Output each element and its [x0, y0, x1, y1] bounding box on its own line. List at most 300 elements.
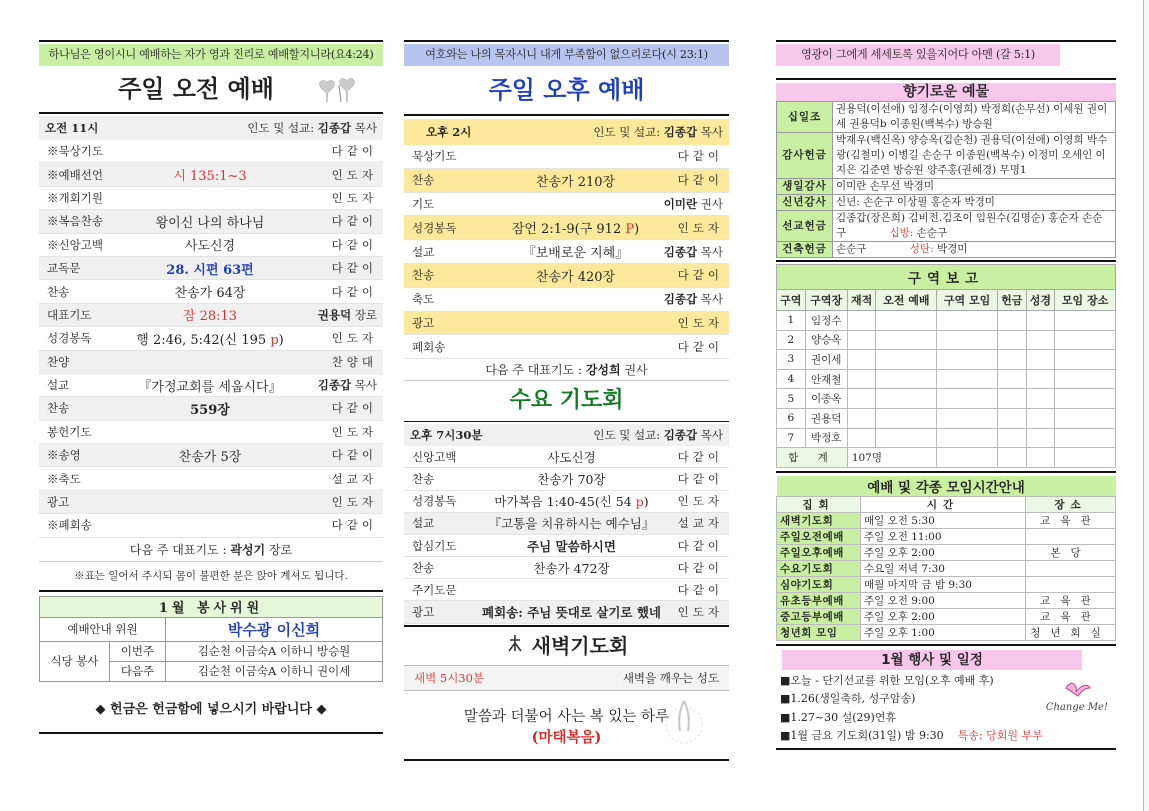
offering-row — [777, 133, 1116, 179]
order-item: ※폐회송 — [47, 518, 92, 533]
district-cell — [1055, 389, 1116, 409]
order-role: 인도자 — [677, 605, 723, 620]
order-row — [39, 187, 383, 210]
meeting-row — [777, 528, 1116, 544]
order-row — [404, 193, 729, 217]
events-box — [776, 646, 1116, 746]
order-content: 사도신경 — [184, 239, 236, 255]
order-row — [39, 351, 383, 374]
order-content: 주님 말씀하시면 — [527, 538, 616, 554]
order-row — [39, 444, 383, 467]
event-item: ■1월 금요 기도회(31일) 밤 9:30 특송: 당회원 부부 — [780, 729, 1043, 743]
order-role: 이미란 권사 — [663, 196, 723, 211]
meeting-row — [777, 544, 1116, 560]
district-cell — [997, 330, 1026, 350]
district-cell — [1026, 408, 1055, 428]
order-content: 찬송가 210장 — [535, 174, 616, 190]
order-item: 대표기도 — [47, 307, 92, 322]
order-item: 찬송 — [47, 401, 70, 416]
offering-names: 김종갑(장은희) 김비전.김조이 임원수(김명순) 홍순자 손순구 십방: 손순구 — [833, 211, 1116, 242]
page-title: 주일 오후 예배 — [488, 76, 645, 104]
order-row — [404, 145, 729, 169]
district-title: 구역보고 — [777, 265, 1116, 290]
district-leader: 권이세 — [805, 350, 847, 370]
district-number: 6 — [777, 408, 806, 428]
quote-source: (마태복음) — [531, 728, 602, 746]
wed-header — [404, 424, 729, 446]
order-of-worship — [39, 140, 383, 538]
page-title: 주일 오전 예배 — [118, 75, 274, 103]
district-cell — [1055, 428, 1116, 448]
meeting-row — [777, 592, 1116, 608]
district-cell — [1055, 369, 1116, 389]
volunteer-box — [39, 596, 383, 682]
order-item: ※묵상기도 — [47, 144, 103, 159]
order-row — [39, 374, 383, 397]
order-row — [404, 579, 729, 601]
meeting-place — [1026, 528, 1116, 544]
meetings-header-cell: 시간 — [861, 496, 1026, 512]
district-cell — [1026, 350, 1055, 370]
order-row — [404, 312, 729, 336]
divider — [776, 78, 1116, 80]
total-value: 107명 — [847, 448, 936, 468]
verse-banner: 영광이 그에게 세세토록 있을지어다 아멘 (갈 5:1) — [776, 44, 1060, 66]
order-item: 설교 — [412, 244, 435, 259]
divider — [404, 421, 729, 422]
guide-label: 예배안내 위원 — [40, 617, 166, 641]
divider — [404, 114, 729, 116]
next-prayer: 다음 주 대표기도 : 곽성기 장로 — [39, 538, 383, 562]
order-item: 광고 — [47, 495, 70, 510]
meeting-name: 중고등부예배 — [777, 608, 861, 624]
district-cell — [997, 428, 1026, 448]
meeting-place: 교육관 — [1026, 608, 1116, 624]
hearts-icon — [317, 75, 363, 107]
meeting-time: 주일 오후 1:00 — [861, 624, 1026, 640]
order-row — [404, 169, 729, 193]
order-row — [404, 557, 729, 579]
order-item: 찬송 — [412, 173, 435, 188]
district-cell — [1055, 350, 1116, 370]
order-role: 다같이 — [677, 149, 723, 164]
offering-row — [777, 102, 1116, 133]
divider — [39, 112, 383, 114]
total-label: 합 계 — [777, 448, 848, 468]
order-row — [404, 264, 729, 288]
meeting-place — [1026, 576, 1116, 592]
offering-label: 선교헌금 — [777, 211, 833, 242]
order-role: 인도자 — [331, 424, 377, 439]
order-role: 권용덕 장로 — [317, 307, 377, 322]
this-week-label: 이번주 — [110, 641, 166, 661]
district-row — [777, 389, 1116, 409]
offering-label: 십일조 — [777, 102, 833, 133]
order-item: 성경봉독 — [412, 494, 457, 509]
meeting-time: 수요일 저녁 7:30 — [861, 560, 1026, 576]
order-content: 잠 28:13 — [182, 309, 238, 325]
meetings-title: 예배 및 각종 모임시간안내 — [777, 476, 1116, 497]
district-cell — [997, 408, 1026, 428]
meetings-header-cell: 집회 — [777, 496, 861, 512]
dawn-title-area — [404, 627, 729, 665]
offering-names: 손순구 성탄: 박경미 — [833, 242, 1116, 258]
order-content: 시 135:1~3 — [173, 169, 247, 185]
order-item: ※복음찬송 — [47, 214, 103, 229]
district-cell — [847, 311, 876, 331]
order-role: 인도자 — [677, 494, 723, 509]
district-cell — [937, 369, 998, 389]
order-content: 폐회송: 주님 뜻대로 살기로 했네 — [482, 605, 661, 621]
order-content: 『보배로운 지혜』 — [522, 246, 629, 262]
order-item: ※개회기원 — [47, 190, 103, 205]
order-content: 559장 — [190, 402, 230, 418]
order-role: 다같이 — [677, 582, 723, 597]
district-cell — [1026, 428, 1055, 448]
verse-banner: 하나님은 영이시니 예배하는 자가 영과 진리로 예배할지니라(요4:24) — [39, 44, 383, 66]
wed-order — [404, 446, 729, 624]
dawn-time: 새벽 5시30분 — [414, 670, 485, 685]
order-item: 광고 — [412, 605, 435, 620]
district-row — [777, 311, 1116, 331]
meeting-name: 주일오후예배 — [777, 544, 861, 560]
order-row — [404, 288, 729, 312]
order-role: 다같이 — [331, 518, 377, 533]
order-row — [39, 210, 383, 233]
order-row — [404, 601, 729, 623]
order-of-worship — [404, 145, 729, 359]
district-cell — [1026, 389, 1055, 409]
order-item: 설교 — [412, 516, 435, 531]
district-header-cell: 성경 — [1026, 290, 1055, 311]
meeting-name: 유초등부예배 — [777, 592, 861, 608]
meeting-place — [1026, 560, 1116, 576]
order-role: 다같이 — [331, 261, 377, 276]
meeting-time: 주일 오후 2:00 — [861, 544, 1026, 560]
meeting-name: 수요기도회 — [777, 560, 861, 576]
service-time: 오후 2시 — [426, 125, 472, 139]
bird-icon — [1062, 676, 1092, 702]
divider — [39, 40, 383, 42]
district-cell — [876, 311, 937, 331]
service-header — [39, 116, 383, 140]
district-header-cell: 구역장 — [805, 290, 847, 311]
district-row — [777, 408, 1116, 428]
district-leader: 안재철 — [805, 369, 847, 389]
order-content: 『고통을 치유하시는 예수님』 — [488, 516, 655, 532]
offering-names: 이미란 손무선 박경미 — [833, 179, 1116, 195]
district-cell — [847, 389, 876, 409]
guide-names: 박수광 이신희 — [166, 617, 383, 641]
meeting-name: 청년회 모임 — [777, 624, 861, 640]
district-cell — [876, 389, 937, 409]
divider — [776, 471, 1116, 473]
offering-names: 박재우(백신옥) 양승옥(김순천) 권용덕(이선애) 이영희 박수광(김철미) 이병길 손순구 이종원(백복수) 이정미 오세인 이지은 김준연 방승원 양주홍(권혜경) 무명1 — [833, 133, 1116, 179]
dawn-quote — [404, 691, 729, 753]
order-role: 인도자 — [677, 220, 723, 235]
district-number: 7 — [777, 428, 806, 448]
district-cell — [997, 311, 1026, 331]
offering-label: 생일감사 — [777, 179, 833, 195]
meetings-header-cell: 장소 — [1026, 496, 1116, 512]
order-row — [39, 467, 383, 490]
event-item: ■1.26(생일축하, 성구암송) — [780, 692, 916, 706]
district-cell — [847, 330, 876, 350]
meeting-time: 주일 오후 2:00 — [861, 608, 1026, 624]
offering-note: ◆ 헌금은 헌금함에 넣으시기 바랍니다 ◆ — [95, 701, 327, 717]
leader-line: 인도 및 설교: 김종갑 목사 — [593, 125, 723, 139]
order-role: 김종갑 목사 — [663, 244, 723, 259]
district-cell — [937, 350, 998, 370]
order-role: 인도자 — [677, 315, 723, 330]
afternoon-service-column — [404, 40, 729, 761]
order-role: 인도자 — [331, 495, 377, 510]
leader-line: 인도 및 설교: 김종갑 목사 — [593, 428, 723, 443]
order-row — [39, 257, 383, 280]
order-item: 찬송 — [412, 471, 435, 486]
this-week-names: 김순천 이금숙A 이하니 방승원 — [166, 641, 383, 661]
order-item: 성경봉독 — [412, 220, 457, 235]
order-row — [404, 535, 729, 557]
order-row — [39, 234, 383, 257]
order-content: 찬송가 64장 — [174, 286, 246, 302]
order-role: 다같이 — [677, 173, 723, 188]
divider — [776, 40, 1116, 42]
order-content: 찬송가 420장 — [535, 269, 616, 285]
cross-icon — [505, 627, 525, 665]
meeting-row — [777, 576, 1116, 592]
district-header-cell: 모임 장소 — [1055, 290, 1116, 311]
meeting-time: 주일 오전 11:00 — [861, 528, 1026, 544]
district-header-cell: 재적 — [847, 290, 876, 311]
district-leader: 임정수 — [805, 311, 847, 331]
district-cell — [997, 369, 1026, 389]
district-cell — [876, 428, 937, 448]
service-time: 오전 11시 — [45, 121, 99, 135]
order-role: 다같이 — [677, 339, 723, 354]
order-item: 신앙고백 — [412, 449, 457, 464]
district-header-row — [777, 290, 1116, 311]
order-role: 인도자 — [331, 331, 377, 346]
district-cell — [1055, 408, 1116, 428]
event-item: ■오늘 - 단기선교를 위한 모임(오후 예배 후) — [780, 673, 994, 687]
meeting-row — [777, 512, 1116, 528]
district-cell — [1055, 330, 1116, 350]
meeting-name: 심야기도회 — [777, 576, 861, 592]
district-row — [777, 428, 1116, 448]
district-leader: 이종옥 — [805, 389, 847, 409]
order-item: 광고 — [412, 315, 435, 330]
district-leader: 박정호 — [805, 428, 847, 448]
offering-row — [777, 211, 1116, 242]
meeting-row — [777, 624, 1116, 640]
order-item: 찬송 — [412, 268, 435, 283]
order-item: 합심기도 — [412, 538, 457, 553]
district-number: 2 — [777, 330, 806, 350]
order-item: 묵상기도 — [412, 149, 457, 164]
divider — [404, 40, 729, 42]
order-content: 잠언 2:1-9(구 912 P) — [511, 222, 640, 238]
order-item: 설교 — [47, 378, 70, 393]
meeting-place: 교육관 — [1026, 592, 1116, 608]
meetings-table — [776, 476, 1116, 641]
district-cell — [847, 369, 876, 389]
order-item: ※예배선언 — [47, 167, 103, 182]
order-content: 찬송가 472장 — [533, 560, 610, 576]
district-cell — [876, 408, 937, 428]
order-item: 교독문 — [47, 261, 81, 276]
district-cell — [937, 389, 998, 409]
divider — [39, 590, 383, 592]
offering-names: 신년: 손순구 이상필 홍순자 박경미 — [833, 195, 1116, 211]
offering-column — [776, 40, 1116, 750]
offering-label: 감사헌금 — [777, 133, 833, 179]
district-table — [776, 264, 1116, 468]
leader-line: 인도 및 설교: 김종갑 목사 — [247, 121, 377, 135]
order-row — [39, 140, 383, 163]
offering-label: 신년감사 — [777, 195, 833, 211]
district-cell — [937, 311, 998, 331]
order-row — [404, 335, 729, 359]
order-content: 찬송가 70장 — [537, 471, 606, 487]
special-song: 특송: 당회원 부부 — [957, 729, 1043, 743]
meeting-name: 새벽기도회 — [777, 512, 861, 528]
offering-label: 건축헌금 — [777, 242, 833, 258]
meeting-name: 주일오전예배 — [777, 528, 861, 544]
district-row — [777, 369, 1116, 389]
district-number: 3 — [777, 350, 806, 370]
order-item: 찬송 — [47, 284, 70, 299]
district-cell — [937, 408, 998, 428]
order-item: 찬송 — [412, 560, 435, 575]
change-me-logo — [1046, 676, 1108, 713]
dawn-header — [404, 665, 729, 691]
order-role: 설교자 — [331, 471, 377, 486]
order-role: 인도자 — [331, 190, 377, 205]
meeting-time: 주일 오전 9:00 — [861, 592, 1026, 608]
meeting-place: 청년회실 — [1026, 624, 1116, 640]
window-scrollbar[interactable] — [1143, 0, 1149, 811]
order-row — [404, 468, 729, 490]
divider — [776, 260, 1116, 262]
order-content: 왕이신 나의 하나님 — [155, 215, 265, 231]
order-role: 인도자 — [331, 167, 377, 182]
district-cell — [1026, 330, 1055, 350]
district-number: 4 — [777, 369, 806, 389]
order-item: 기도 — [412, 196, 435, 211]
order-role: 다같이 — [331, 284, 377, 299]
events-title: 1월 행사 및 일정 — [782, 650, 1082, 670]
order-item: 봉헌기도 — [47, 424, 92, 439]
district-cell — [997, 389, 1026, 409]
meeting-place: 본당 — [1026, 544, 1116, 560]
order-role: 다같이 — [331, 144, 377, 159]
next-week-label: 다음주 — [110, 661, 166, 681]
order-content: 28. 시편 63편 — [166, 262, 254, 278]
order-item: 성경봉독 — [47, 331, 92, 346]
district-cell — [876, 350, 937, 370]
district-cell — [997, 350, 1026, 370]
district-cell — [1026, 311, 1055, 331]
district-cell — [847, 350, 876, 370]
order-row — [404, 513, 729, 535]
order-item: 축도 — [412, 292, 435, 307]
next-prayer: 다음 주 대표기도 : 강성희 권사 — [404, 359, 729, 381]
district-cell — [937, 330, 998, 350]
meal-label: 식당 봉사 — [40, 641, 110, 681]
order-row — [39, 280, 383, 303]
order-role: 다같이 — [677, 560, 723, 575]
order-row — [39, 421, 383, 444]
standing-note: ※표는 일어서 주시되 몸이 불편한 분은 앉아 계셔도 됩니다. — [74, 569, 348, 582]
verse-banner: 여호와는 나의 목자시니 내게 부족함이 없으리로다(시 23:1) — [404, 44, 729, 66]
service-header — [404, 119, 729, 145]
order-content: 행 2:46, 5:42(신 195 p) — [136, 332, 284, 348]
district-total-row — [777, 448, 1116, 468]
district-cell — [1026, 369, 1055, 389]
district-row — [777, 350, 1116, 370]
order-role: 다같이 — [331, 448, 377, 463]
order-row — [39, 327, 383, 350]
wed-time: 오후 7시30분 — [410, 428, 483, 443]
district-cell — [1055, 311, 1116, 331]
offering-row — [777, 179, 1116, 195]
logo-text: Change Me! — [1045, 701, 1108, 713]
title-area — [39, 66, 383, 112]
district-header-cell: 구역 — [777, 290, 806, 311]
order-content: 마가복음 1:40-45(신 54 p) — [494, 494, 649, 510]
order-role: 다같이 — [331, 214, 377, 229]
order-row — [39, 491, 383, 514]
district-leader: 양승옥 — [805, 330, 847, 350]
meeting-time: 매일 오전 5:30 — [861, 512, 1026, 528]
order-role: 다같이 — [331, 401, 377, 416]
order-role: 설교자 — [677, 516, 723, 531]
order-content: 사도신경 — [547, 449, 596, 465]
order-role: 찬양대 — [331, 354, 377, 369]
offerings-table — [776, 101, 1116, 258]
order-item: ※송영 — [47, 448, 81, 463]
meeting-row — [777, 560, 1116, 576]
district-cell — [876, 369, 937, 389]
dawn-desc: 새벽을 깨우는 성도 — [622, 670, 719, 685]
meetings-header-row — [777, 496, 1116, 512]
district-leader: 권용덕 — [805, 408, 847, 428]
district-number: 5 — [777, 389, 806, 409]
meeting-row — [777, 608, 1116, 624]
meeting-place: 교육관 — [1026, 512, 1116, 528]
order-row — [39, 304, 383, 327]
order-item: ※축도 — [47, 471, 81, 486]
order-role: 다같이 — [331, 237, 377, 252]
dawn-title: 새벽기도회 — [531, 633, 629, 658]
district-number: 1 — [777, 311, 806, 331]
divider — [404, 759, 729, 761]
district-header-cell: 헌금 — [997, 290, 1026, 311]
district-row — [777, 330, 1116, 350]
order-row — [404, 216, 729, 240]
next-week-names: 김순천 이금숙A 이하니 권이세 — [166, 661, 383, 681]
order-content: 『가정교회를 세웁시다』 — [138, 379, 282, 395]
district-header-cell: 구역 모임 — [937, 290, 998, 311]
morning-service-column — [39, 40, 383, 734]
order-role: 다같이 — [677, 449, 723, 464]
order-content: 찬송가 5장 — [178, 449, 242, 465]
volunteer-title: 1월 봉사위원 — [40, 596, 383, 617]
order-row — [404, 446, 729, 468]
order-role: 다같이 — [677, 471, 723, 486]
order-role: 다같이 — [677, 268, 723, 283]
